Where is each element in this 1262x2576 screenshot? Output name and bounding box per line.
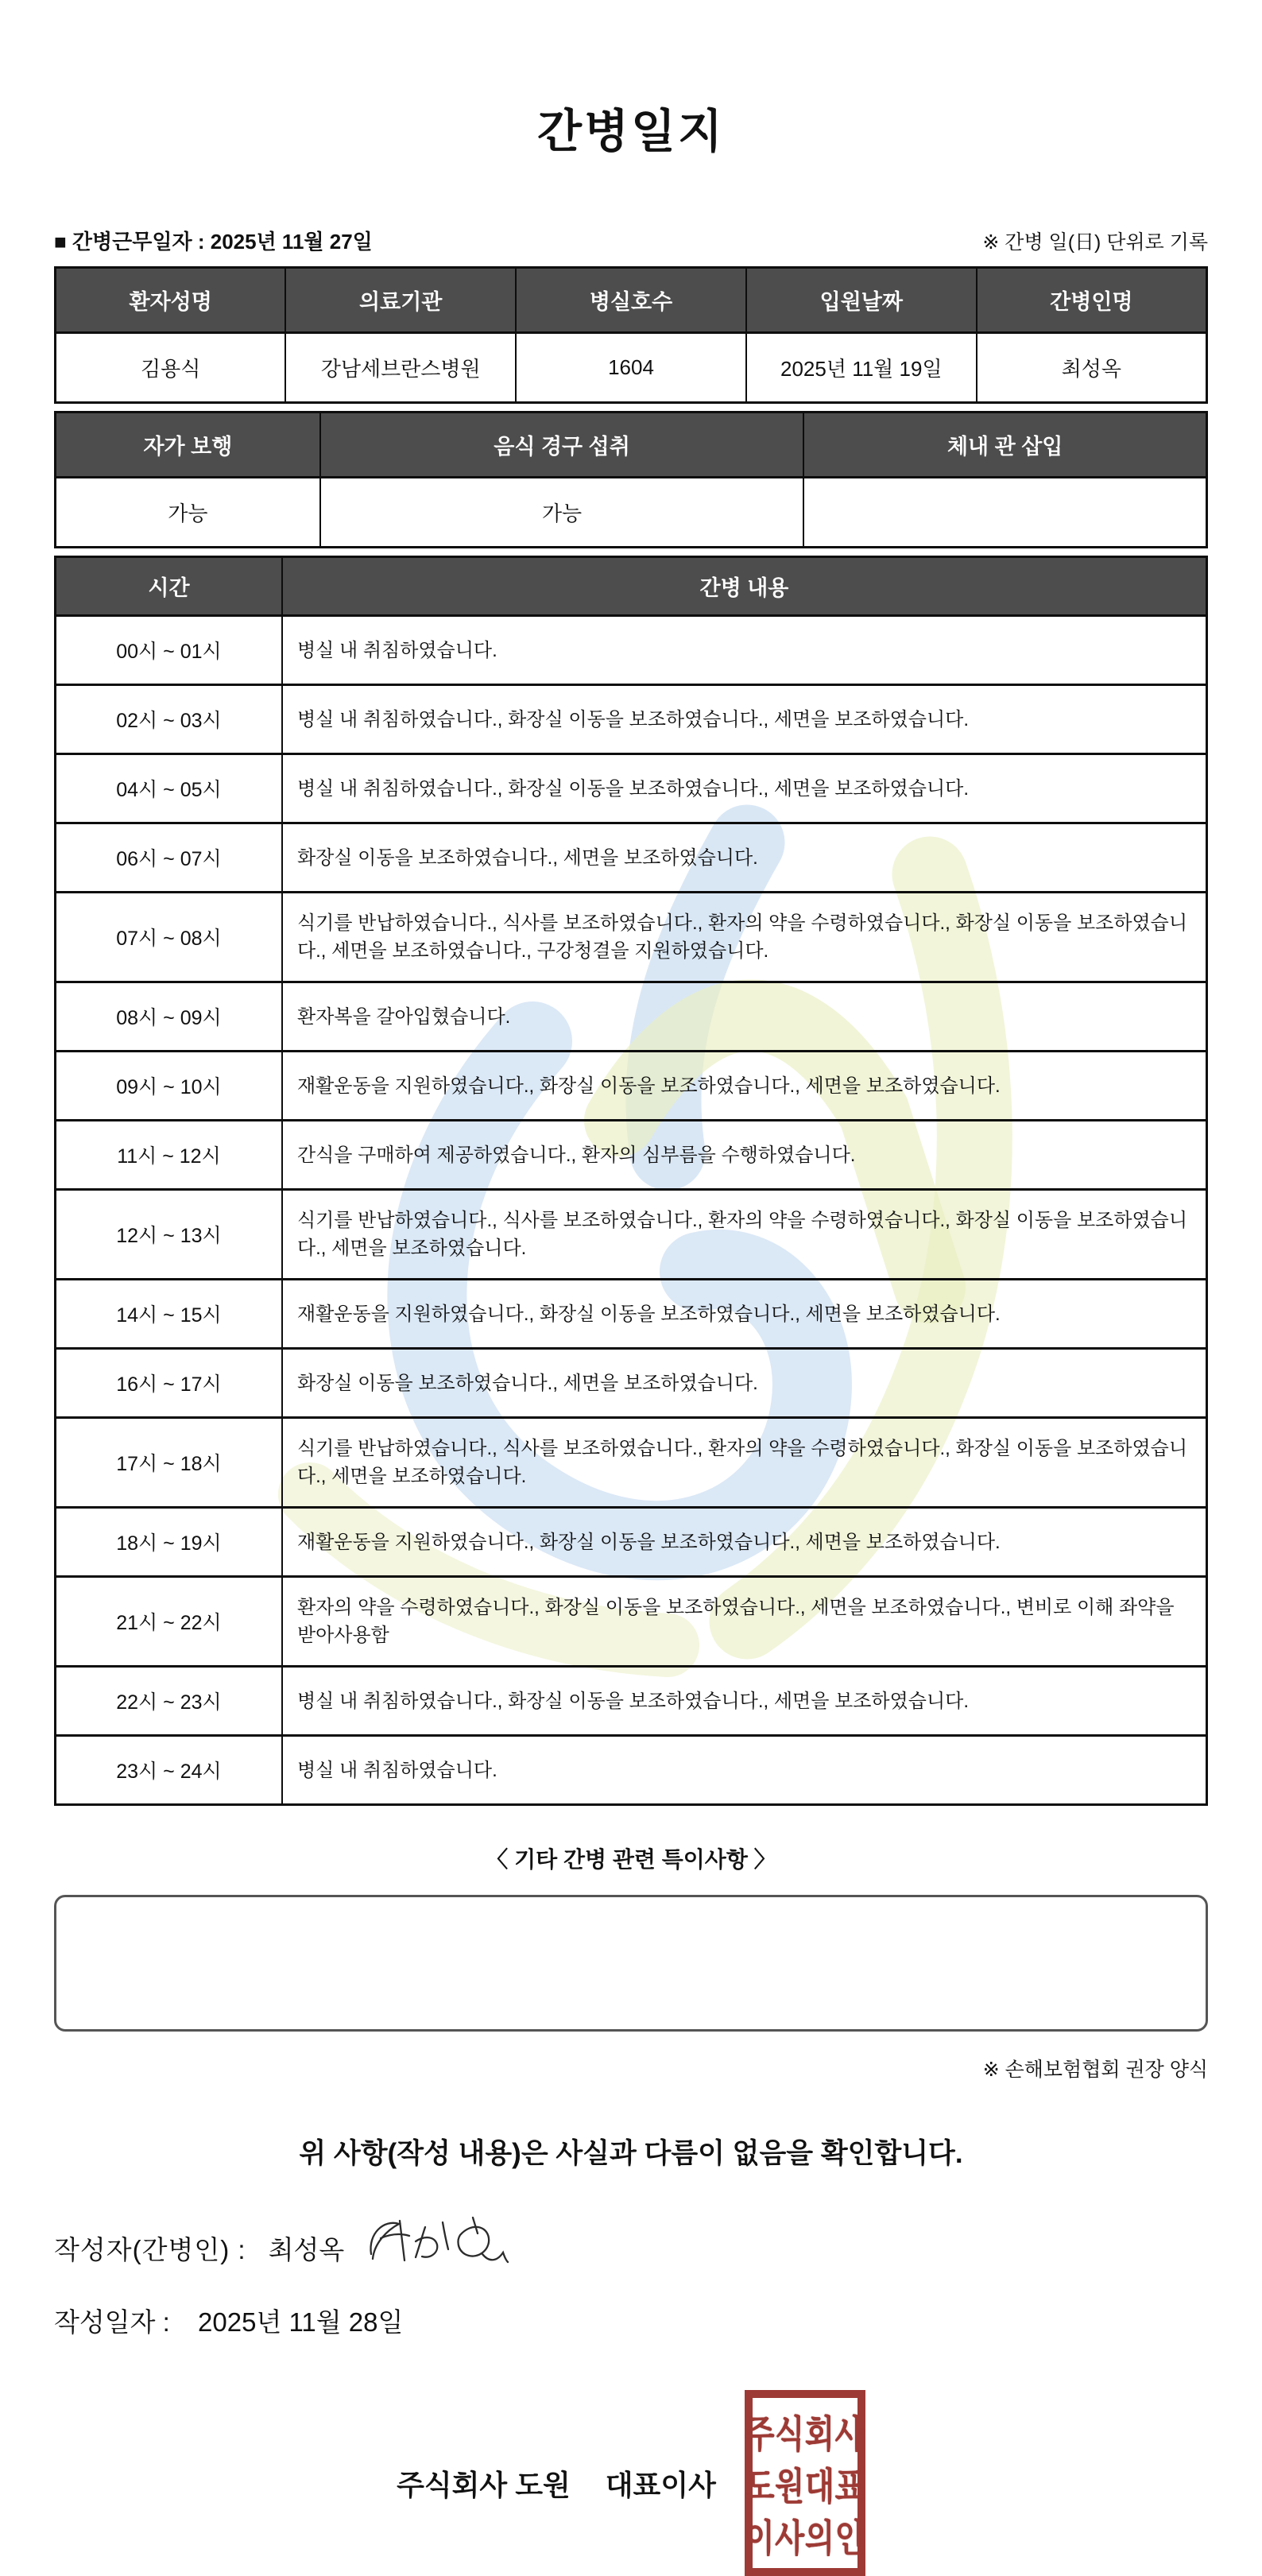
- table-row: [56, 685, 1207, 754]
- table-row: [56, 823, 1207, 893]
- table-row: [56, 1667, 1207, 1736]
- time-cell: 18시 ~ 19시: [56, 1508, 282, 1577]
- work-date-label: ■ 간병근무일자 :: [54, 230, 205, 254]
- time-cell: 06시 ~ 07시: [56, 823, 282, 893]
- page-title: 간병일지: [536, 106, 726, 157]
- handwritten-signature: [363, 2214, 510, 2275]
- table-row: [56, 982, 1207, 1052]
- patient-info-table: [54, 266, 1208, 404]
- table-row: [56, 893, 1207, 982]
- patient-info-header-row: [56, 268, 1207, 333]
- time-cell: 02시 ~ 03시: [56, 685, 282, 754]
- content-cell: 식기를 반납하였습니다., 식사를 보조하였습니다., 환자의 약을 수령하였습니다., 화장실 이동을 보조하였습니다., 세면을 보조하였습니다., 구강청결을 지원하였습니다.: [282, 893, 1207, 982]
- header-caregiver-name: 간병인명: [977, 268, 1207, 333]
- condition-value-row: [56, 478, 1207, 548]
- writer-row: [54, 2221, 1208, 2275]
- content-cell: 환자복을 갈아입혔습니다.: [282, 982, 1207, 1052]
- care-log-header-row: [56, 557, 1207, 616]
- table-row: [56, 1121, 1207, 1190]
- confirmation-statement: 위 사항(작성 내용)은 사실과 다름이 없음을 확인합니다.: [299, 2138, 963, 2169]
- time-cell: 14시 ~ 15시: [56, 1280, 282, 1349]
- value-self-walking: 가능: [56, 478, 320, 548]
- form-note: ※ 손해보험협회 권장 양식: [982, 2059, 1208, 2081]
- table-row: [56, 1508, 1207, 1577]
- time-cell: 22시 ~ 23시: [56, 1667, 282, 1736]
- time-cell: 07시 ~ 08시: [56, 893, 282, 982]
- time-cell: 23시 ~ 24시: [56, 1736, 282, 1805]
- time-cell: 17시 ~ 18시: [56, 1418, 282, 1508]
- table-row: [56, 754, 1207, 823]
- value-patient-name: 김용식: [56, 333, 286, 403]
- header-oral-intake: 음식 경구 섭취: [320, 413, 804, 478]
- patient-info-value-row: [56, 333, 1207, 403]
- header-self-walking: 자가 보행: [56, 413, 320, 478]
- content-cell: 화장실 이동을 보조하였습니다., 세면을 보조하였습니다.: [282, 823, 1207, 893]
- content-cell: 병실 내 취침하였습니다., 화장실 이동을 보조하였습니다., 세면을 보조하였습니다.: [282, 754, 1207, 823]
- content-cell: 식기를 반납하였습니다., 식사를 보조하였습니다., 환자의 약을 수령하였습니다., 화장실 이동을 보조하였습니다., 세면을 보조하였습니다.: [282, 1190, 1207, 1280]
- header-room-number: 병실호수: [516, 268, 746, 333]
- special-notes-heading: 〈 기타 간병 관련 특이사항 〉: [486, 1847, 776, 1872]
- time-cell: 12시 ~ 13시: [56, 1190, 282, 1280]
- write-date-label: 작성일자 :: [54, 2307, 170, 2337]
- content-cell: 화장실 이동을 보조하였습니다., 세면을 보조하였습니다.: [282, 1349, 1207, 1418]
- write-date-row: [54, 2302, 1208, 2339]
- signature-graphic: [363, 2214, 510, 2268]
- content-cell: 병실 내 취침하였습니다., 화장실 이동을 보조하였습니다., 세면을 보조하였습니다.: [282, 685, 1207, 754]
- condition-table: [54, 411, 1208, 548]
- unit-note: ※ 간병 일(日) 단위로 기록: [982, 231, 1208, 254]
- content-cell: 재활운동을 지원하였습니다., 화장실 이동을 보조하였습니다., 세면을 보조하였습니다.: [282, 1052, 1207, 1121]
- content-cell: 병실 내 취침하였습니다.: [282, 1736, 1207, 1805]
- seal-line: 주식회사: [745, 2415, 865, 2457]
- care-log-table: [54, 556, 1208, 1806]
- table-row: [56, 1052, 1207, 1121]
- value-medical-institution: 강남세브란스병원: [285, 333, 516, 403]
- ceo-title: 대표이사: [605, 2468, 716, 2501]
- time-cell: 21시 ~ 22시: [56, 1577, 282, 1667]
- time-cell: 16시 ~ 17시: [56, 1349, 282, 1418]
- header-medical-institution: 의료기관: [285, 268, 516, 333]
- content-cell: 간식을 구매하여 제공하였습니다., 환자의 심부름을 수행하였습니다.: [282, 1121, 1207, 1190]
- special-notes-box: [54, 1895, 1208, 2032]
- content-cell: 식기를 반납하였습니다., 식사를 보조하였습니다., 환자의 약을 수령하였습니다., 화장실 이동을 보조하였습니다., 세면을 보조하였습니다.: [282, 1418, 1207, 1508]
- time-cell: 09시 ~ 10시: [56, 1052, 282, 1121]
- table-row: [56, 1190, 1207, 1280]
- value-admission-date: 2025년 11월 19일: [746, 333, 977, 403]
- company-line: [397, 2463, 716, 2504]
- time-cell: 04시 ~ 05시: [56, 754, 282, 823]
- time-cell: 08시 ~ 09시: [56, 982, 282, 1052]
- work-date-line: [54, 226, 373, 255]
- header-care-content: 간병 내용: [282, 557, 1207, 616]
- table-row: [56, 1577, 1207, 1667]
- value-room-number: 1604: [516, 333, 746, 403]
- table-row: [56, 1349, 1207, 1418]
- header-patient-name: 환자성명: [56, 268, 286, 333]
- table-row: [56, 1736, 1207, 1805]
- table-row: [56, 1418, 1207, 1508]
- condition-header-row: [56, 413, 1207, 478]
- header-time: 시간: [56, 557, 282, 616]
- header-admission-date: 입원날짜: [746, 268, 977, 333]
- corporate-seal-stamp: [745, 2390, 865, 2576]
- seal-line: 도원대표: [745, 2466, 865, 2508]
- content-cell: 환자의 약을 수령하였습니다., 화장실 이동을 보조하였습니다., 세면을 보조하였습니다., 변비로 이해 좌약을받아사용함: [282, 1577, 1207, 1667]
- content-cell: 재활운동을 지원하였습니다., 화장실 이동을 보조하였습니다., 세면을 보조하였습니다.: [282, 1280, 1207, 1349]
- company-row: [54, 2390, 1208, 2576]
- write-date-value: 2025년 11월 28일: [198, 2307, 404, 2337]
- company-name: 주식회사 도원: [397, 2468, 571, 2501]
- time-cell: 11시 ~ 12시: [56, 1121, 282, 1190]
- value-caregiver-name: 최성옥: [977, 333, 1207, 403]
- writer-label: 작성자(간병인) :: [54, 2234, 246, 2264]
- value-internal-tube: [803, 478, 1206, 548]
- table-row: [56, 616, 1207, 685]
- time-cell: 00시 ~ 01시: [56, 616, 282, 685]
- work-date-value: 2025년 11월 27일: [210, 230, 373, 254]
- writer-name: 최성옥: [268, 2234, 345, 2264]
- meta-row: [54, 226, 1208, 255]
- table-row: [56, 1280, 1207, 1349]
- header-internal-tube: 체내 관 삽입: [803, 413, 1206, 478]
- content-cell: 병실 내 취침하였습니다.: [282, 616, 1207, 685]
- content-cell: 재활운동을 지원하였습니다., 화장실 이동을 보조하였습니다., 세면을 보조하였습니다.: [282, 1508, 1207, 1577]
- value-oral-intake: 가능: [320, 478, 804, 548]
- content-cell: 병실 내 취침하였습니다., 화장실 이동을 보조하였습니다., 세면을 보조하였습니다.: [282, 1667, 1207, 1736]
- seal-line: 이사의인: [745, 2518, 865, 2561]
